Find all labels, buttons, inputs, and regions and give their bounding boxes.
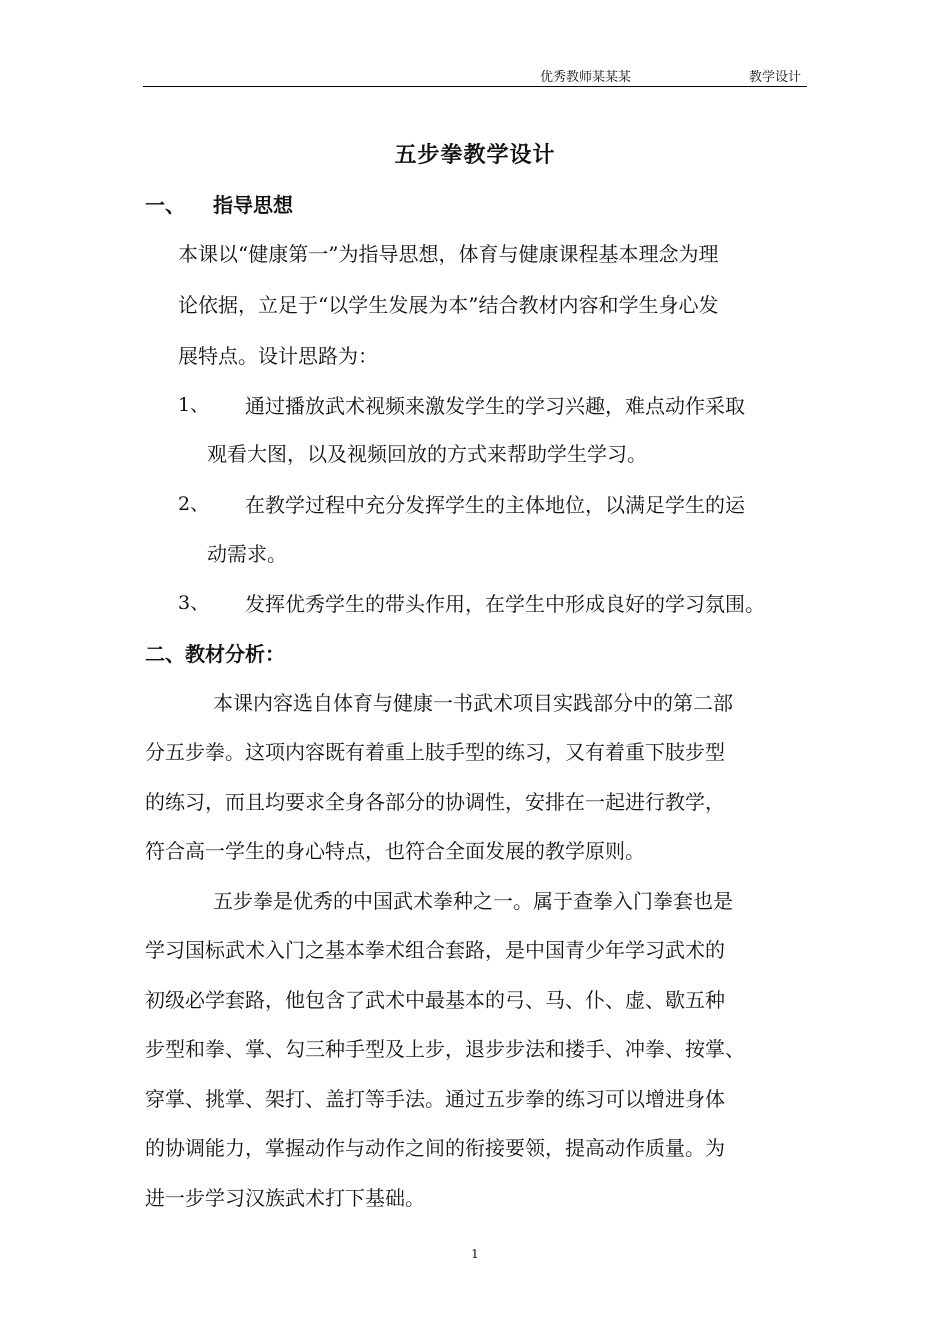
section2-heading: 二、教材分析： [145,642,285,666]
paragraph-line: 初级必学套路，他包含了武术中最基本的弓、马、仆、虚、歇五种 [145,988,725,1012]
page-number: 1 [471,1247,479,1261]
section1-heading: 指导思想 [213,193,293,217]
paragraph-line: 的练习，而且均要求全身各部分的协调性，安排在一起进行教学， [145,790,725,814]
paragraph-line: 本课内容选自体育与健康一书武术项目实践部分中的第二部 [213,691,733,715]
list-item-line: 在教学过程中充分发挥学生的主体地位，以满足学生的运 [245,493,745,517]
section1-intro-line: 本课以“健康第一”为指导思想，体育与健康课程基本理念为理 [178,242,719,266]
paragraph-line: 步型和拳、掌、勾三种手型及上步，退步步法和搂手、冲拳、按掌、 [145,1037,745,1061]
header-divider [143,86,807,87]
list-item-line: 观看大图，以及视频回放的方式来帮助学生学习。 [207,442,647,466]
paragraph-line: 穿掌、挑掌、架打、盖打等手法。通过五步拳的练习可以增进身体 [145,1087,725,1111]
section1-intro-line: 论依据，立足于“以学生发展为本”结合教材内容和学生身心发 [178,293,719,317]
document-title: 五步拳教学设计 [394,143,556,168]
section1-intro-line: 展特点。设计思路为： [178,344,378,368]
paragraph-line: 进一步学习汉族武术打下基础。 [145,1186,425,1210]
list-item-line: 通过播放武术视频来激发学生的学习兴趣，难点动作采取 [245,394,745,418]
header-doc-type: 教学设计 [749,70,802,85]
paragraph-line: 符合高一学生的身心特点，也符合全面发展的教学原则。 [145,839,645,863]
header-author: 优秀教师某某某 [540,70,632,85]
paragraph-line: 分五步拳。这项内容既有着重上肢手型的练习，又有着重下肢步型 [145,740,725,764]
section1-number: 一、 [145,193,185,217]
list-item-number: 1、 [178,394,210,416]
list-item-number: 3、 [178,592,210,614]
list-item-number: 2、 [178,493,210,515]
paragraph-line: 学习国标武术入门之基本拳术组合套路，是中国青少年学习武术的 [145,938,725,962]
list-item-line: 动需求。 [207,542,287,566]
paragraph-line: 五步拳是优秀的中国武术拳种之一。属于查拳入门拳套也是 [213,889,733,913]
list-item-line: 发挥优秀学生的带头作用，在学生中形成良好的学习氛围。 [245,592,765,616]
paragraph-line: 的协调能力，掌握动作与动作之间的衔接要领，提高动作质量。为 [145,1136,725,1160]
